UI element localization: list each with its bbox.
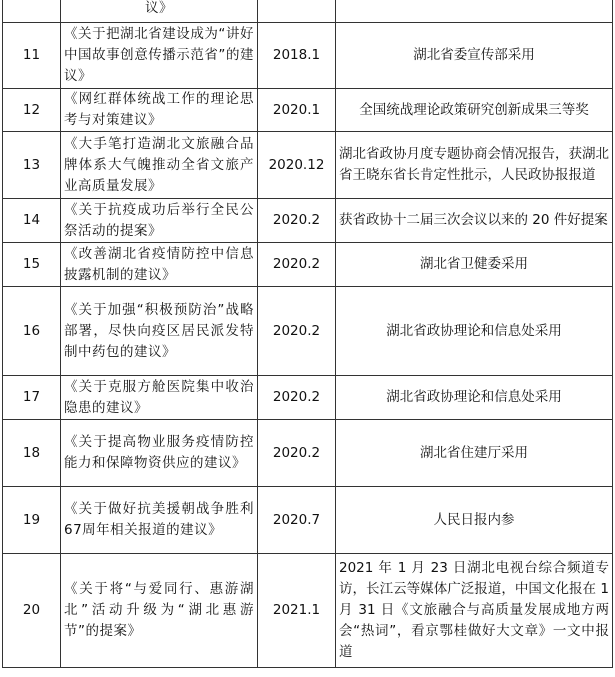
table-row [3, 243, 613, 287]
table-row [3, 132, 613, 199]
cell-title: 《大手笔打造湖北文旅融合品牌体系大气魄推动全省文旅产业高质量发展》 [61, 132, 258, 199]
cell-title: 《关于提高物业服务疫情防控能力和保障物资供应的建议》 [61, 420, 258, 487]
cell-no: 13 [3, 132, 61, 199]
cell-result: 湖北省政协月度专题协商会情况报告，获湖北省王晓东省长肯定性批示，人民政协报报道 [336, 132, 613, 199]
cell-no: 17 [3, 376, 61, 420]
cell-date: 2020.2 [258, 199, 336, 243]
table-row [3, 376, 613, 420]
cell-result: 全国统战理论政策研究创新成果三等奖 [336, 89, 613, 132]
cell-title: 《关于做好抗美援朝战争胜利67周年相关报道的建议》 [61, 487, 258, 554]
cell-result: 湖北省政协理论和信息处采用 [336, 287, 613, 376]
cell-result: 湖北省政协理论和信息处采用 [336, 376, 613, 420]
cell-date: 2020.2 [258, 287, 336, 376]
table-row [3, 487, 613, 554]
cell-no: 19 [3, 487, 61, 554]
cell-title: 《关于克服方舱医院集中收治隐患的建议》 [61, 376, 258, 420]
cell-result: 2021 年 1 月 23 日湖北电视台综合频道专访，长江云等媒体广泛报道，中国文化报在 1 月 31 日《文旅融合与高质量发展成地方两会“热词”，看京鄂桂做好大文章》一文中报道 [336, 554, 613, 668]
cell-title: 《关于将“与爱同行、惠游湖北”活动升级为“湖北惠游节”的提案》 [61, 554, 258, 668]
cell-no: 16 [3, 287, 61, 376]
cell-date: 2020.7 [258, 487, 336, 554]
table-row-fragment [3, 0, 613, 23]
cell-date: 2020.1 [258, 89, 336, 132]
cell-result: 湖北省卫健委采用 [336, 243, 613, 287]
table-row [3, 199, 613, 243]
cell-no: 14 [3, 199, 61, 243]
cell-title: 《关于加强“积极预防治”战略部署，尽快向疫区居民派发特制中药包的建议》 [61, 287, 258, 376]
cell-no: 18 [3, 420, 61, 487]
cell-no [3, 0, 61, 23]
cell-no: 15 [3, 243, 61, 287]
cell-result: 人民日报内参 [336, 487, 613, 554]
table-row [3, 420, 613, 487]
cell-no: 11 [3, 23, 61, 89]
table-row [3, 23, 613, 89]
table-row [3, 287, 613, 376]
cell-title: 《关于把湖北省建设成为“讲好中国故事创意传播示范省”的建议》 [61, 23, 258, 89]
cell-date: 2020.2 [258, 243, 336, 287]
cell-result: 获省政协十二届三次会议以来的 20 件好提案 [336, 199, 613, 243]
cell-title: 《关于抗疫成功后举行全民公祭活动的提案》 [61, 199, 258, 243]
table-row [3, 89, 613, 132]
cell-result: 湖北省委宣传部采用 [336, 23, 613, 89]
cell-title: 《改善湖北省疫情防控中信息披露机制的建议》 [61, 243, 258, 287]
cell-date: 2021.1 [258, 554, 336, 668]
cell-result: 湖北省住建厅采用 [336, 420, 613, 487]
cell-date [258, 0, 336, 23]
cell-no: 20 [3, 554, 61, 668]
cell-date: 2018.1 [258, 23, 336, 89]
cell-date: 2020.12 [258, 132, 336, 199]
cell-result [336, 0, 613, 23]
table-row [3, 554, 613, 668]
cell-no: 12 [3, 89, 61, 132]
achievements-table [2, 0, 613, 668]
cell-title: 议》 [61, 0, 258, 23]
cell-date: 2020.2 [258, 420, 336, 487]
cell-title: 《网红群体统战工作的理论思考与对策建议》 [61, 89, 258, 132]
cell-date: 2020.2 [258, 376, 336, 420]
